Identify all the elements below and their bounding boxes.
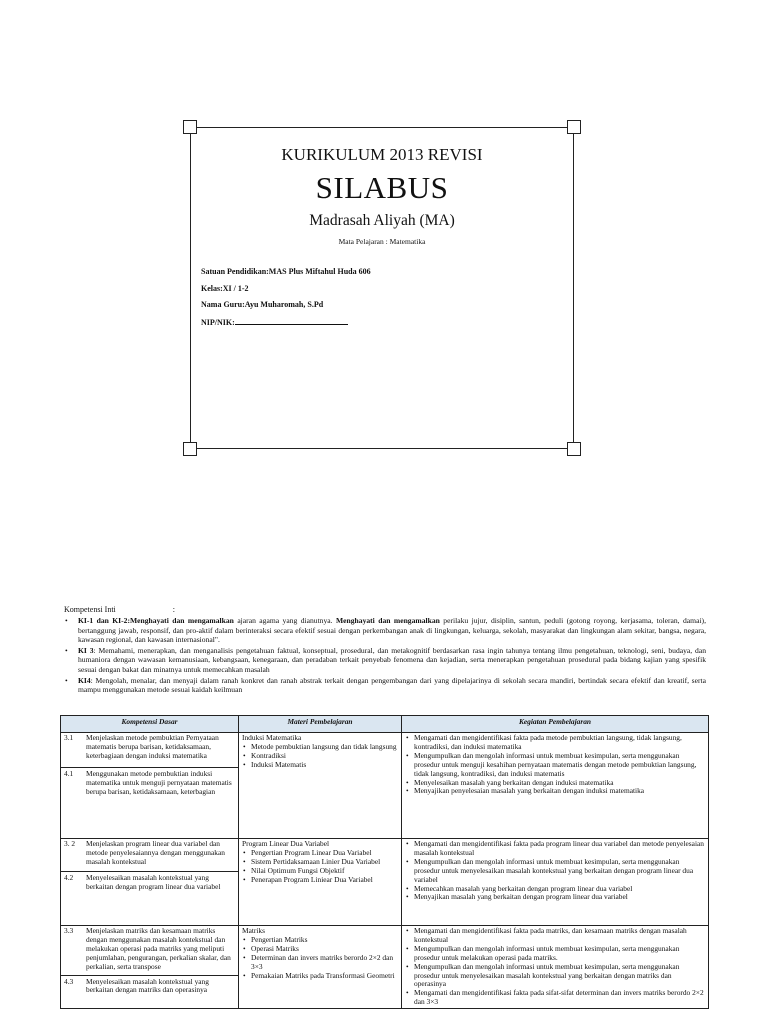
ki-lead-verb: Menghayati dan mengamalkan xyxy=(130,616,234,625)
kegiatan-item-text: Mengamati dan mengidentifikasi fakta pada sifat-sifat determinan dan invers matriks berordo 2×2 dan 3×3 xyxy=(414,988,704,1007)
kd-number: 3. 2 xyxy=(64,839,76,848)
ki-heading-colon: : xyxy=(172,605,176,614)
ki-heading-text: Kompetensi Inti xyxy=(64,605,116,614)
materi-item-text: Pengertian Program Linear Dua Variabel xyxy=(251,847,372,857)
kd-item xyxy=(64,770,235,797)
kd-divider xyxy=(61,871,238,892)
nip-line xyxy=(201,317,348,327)
kd-text: Menjelaskan matriks dan kesamaan matriks dengan menggunakan masalah kontekstual dan melakukan operasi pada matriks yang meliputi penjumlahan, pengurangan, perkalian skalar, dan perkalian, serta transpose xyxy=(86,926,231,971)
bullet-icon: • xyxy=(406,733,409,742)
list-item xyxy=(242,761,398,770)
ki-item xyxy=(64,646,706,675)
kegiatan-item-text: Mengumpulkan dan mengolah informasi untuk membuat kesimpulan, serta menggunakan prosedur untuk melakukan operasi pada matriks. xyxy=(414,943,680,962)
bullet-icon: • xyxy=(406,839,409,848)
kd-text: Menyelesaikan masalah kontekstual yang berkaitan dengan program linear dua variabel xyxy=(86,872,221,891)
materi-item-text: Nilai Optimum Fungsi Objektif xyxy=(251,865,345,875)
ki-item xyxy=(64,616,706,645)
list-item xyxy=(405,858,705,885)
kd-item xyxy=(64,734,235,761)
bullet-icon: • xyxy=(406,943,409,953)
kegiatan-item-text: Memecahkan masalah yang berkaitan dengan program linear dua variabel xyxy=(414,883,633,893)
frame-corner-top-right xyxy=(567,120,581,134)
kd-item xyxy=(64,978,235,996)
table-row xyxy=(61,839,709,926)
bullet-icon: • xyxy=(406,786,409,796)
materi-cell xyxy=(239,733,402,839)
bullet-icon: • xyxy=(243,759,246,769)
bullet-icon: • xyxy=(406,961,409,971)
materi-item-text: Operasi Matriks xyxy=(251,943,299,953)
header-materi: Materi Pembelajaran xyxy=(239,716,402,733)
bullet-icon: • xyxy=(243,952,246,962)
school-level: Madrasah Aliyah (MA) xyxy=(309,212,455,229)
kegiatan-item-text: Mengamati dan mengidentifikasi fakta pada program linear dua variabel dan metode penyelesaian masalah kontekstual xyxy=(414,839,704,857)
table-row xyxy=(61,926,709,1009)
kegiatan-item-text: Menyelesaikan masalah yang berkaitan dengan induksi matematika xyxy=(414,777,614,787)
bullet-icon: • xyxy=(406,777,409,787)
list-item xyxy=(405,893,705,902)
frame-corner-bottom-right xyxy=(567,442,581,456)
bullet-icon: • xyxy=(243,750,246,760)
list-item xyxy=(242,972,398,981)
table-row xyxy=(61,733,709,839)
kegiatan-item-text: Mengumpulkan dan mengolah informasi untuk membuat kesimpulan, serta menggunakan prosedur untuk menyelesaikan masalah kontekstual yang berkaitan dengan matriks dan operasinya xyxy=(414,961,680,989)
list-item xyxy=(405,989,705,1007)
bullet-icon: • xyxy=(65,675,68,685)
kegiatan-item-text: Menyajikan penyelesaian masalah yang berkaitan dengan induksi matematika xyxy=(414,786,645,796)
school-name: Satuan Pendidikan:MAS Plus Miftahul Huda 606 xyxy=(201,267,371,276)
nip-label: NIP/NIK: xyxy=(201,318,235,327)
list-item xyxy=(405,840,705,858)
list-item xyxy=(405,752,705,779)
bullet-icon: • xyxy=(406,926,409,935)
bullet-icon: • xyxy=(406,750,409,760)
teacher-name: Nama Guru:Ayu Muharomah, S.Pd xyxy=(201,300,324,309)
kd-number: 3.3 xyxy=(64,926,74,935)
core-competency-list xyxy=(64,616,706,696)
kegiatan-item-text: Menyajikan masalah yang berkaitan dengan program linear dua variabel xyxy=(414,892,628,902)
kd-item xyxy=(64,927,235,972)
bullet-icon: • xyxy=(406,883,409,893)
core-competency-heading xyxy=(64,605,175,614)
bullet-icon: • xyxy=(65,616,68,625)
list-item xyxy=(405,945,705,963)
materi-title: Program Linear Dua Variabel xyxy=(242,839,330,848)
kegiatan-item-text: Mengumpulkan dan mengolah informasi untuk membuat kesimpulan, serta menggunakan prosedur untuk menguji kesahihan pernyataan matematis dengan metode pembuktian langsung, tidak langsung, kontradiksi, dan induksi matematis xyxy=(414,750,697,778)
kd-text: Menggunakan metode pembuktian induksi matematika untuk menguji pernyataan matematis berupa barisan, ketidaksamaan, keterbagian xyxy=(86,768,232,796)
bullet-icon: • xyxy=(243,970,246,980)
bullet-icon: • xyxy=(243,934,246,944)
subject-line: Mata Pelajaran : Matematika xyxy=(338,237,426,246)
kegiatan-item-text: Mengamati dan mengidentifikasi fakta pada matriks, dan kesamaan matriks dengan masalah kontekstual xyxy=(414,926,687,944)
bullet-icon: • xyxy=(65,645,68,655)
ki-item xyxy=(64,676,706,695)
kd-text: Menjelaskan program linear dua variabel dan metode penyelesaiannya dengan menggunakan masalah kontekstual xyxy=(86,839,225,866)
list-item xyxy=(242,876,398,885)
bullet-icon: • xyxy=(243,865,246,875)
class-info: Kelas:XI / 1-2 xyxy=(201,284,249,293)
materi-item-text: Determinan dan invers matriks berordo 2×2 dan 3×3 xyxy=(251,952,394,971)
table-header-row xyxy=(61,716,709,733)
list-item xyxy=(405,927,705,945)
kegiatan-cell xyxy=(402,926,709,1009)
kegiatan-item-text: Mengumpulkan dan mengolah informasi untuk membuat kesimpulan, serta menggunakan prosedur untuk menyelesaikan masalah kontekstual yang berkaitan dengan program linear dua variabel xyxy=(414,856,694,884)
ki-lead-verb: Menghayati dan mengamalkan xyxy=(335,616,440,625)
frame-corner-top-left xyxy=(183,120,197,134)
ki-text: ajaran agama yang dianutnya. xyxy=(233,616,336,625)
kegiatan-item-text: Mengamati dan mengidentifikasi fakta pada metode pembuktian langsung, tidak langsung, kontradiksi, dan induksi matematika xyxy=(414,733,682,751)
materi-title: Induksi Matematika xyxy=(242,733,302,742)
ki-text: : Memahami, menerapkan, dan menganalisis pengetahuan faktual, konseptual, prosedural, dan metakognitif berdasarkan rasa ingin tahunya tentang ilmu pengetahuan, teknologi, seni, budaya, dan humaniora dengan wawasan kemanusiaan, kebangsaan, kenegaraan, dan peradaban terkait penyebab fenomena dan kejadian, serta menerapkan pengetahuan prosedural pada bidang kajian yang spesifik sesuai dengan bakat dan minatnya untuk memecahkan masalah xyxy=(78,645,706,674)
list-item xyxy=(405,963,705,990)
ki-text: perilaku jujur, disiplin, santun, peduli (gotong royong, kerjasama, toleran, damai), bertanggung jawab, responsif, dan pro-aktif dalam berinteraksi secara efektif sesuai dengan perkembangan anak di lingkungan, keluarga, sekolah, masyarakat dan lingkungan alam sekitar, bangsa, negara, kawasan regional, dan kawasan internasional". xyxy=(78,616,706,645)
list-item xyxy=(242,954,398,972)
kd-text: Menjelaskan metode pembuktian Pernyataan matematis berupa barisan, ketidaksamaan, keterbagiaan dengan induksi matematika xyxy=(86,733,219,760)
bullet-icon: • xyxy=(406,856,409,866)
syllabus-title: SILABUS xyxy=(315,170,449,205)
ki-lead: KI 3 xyxy=(78,645,94,655)
kd-number: 4.2 xyxy=(64,872,74,882)
header-kegiatan: Kegiatan Pembelajaran xyxy=(402,716,709,733)
ki-lead: KI4 xyxy=(78,675,91,685)
syllabus-table xyxy=(60,715,709,1009)
nip-blank xyxy=(235,317,348,325)
materi-cell xyxy=(239,926,402,1009)
kd-item xyxy=(64,874,235,892)
header-kompetensi-dasar: Kompetensi Dasar xyxy=(61,716,239,733)
kd-divider xyxy=(61,767,238,797)
materi-item-text: Sistem Pertidaksamaan Linier Dua Variabel xyxy=(251,856,381,866)
materi-item-text: Pemakaian Matriks pada Transformasi Geometri xyxy=(251,970,395,980)
materi-item-text: Kontradiksi xyxy=(251,750,286,760)
kd-cell xyxy=(61,733,239,839)
kd-cell xyxy=(61,926,239,1009)
bullet-icon: • xyxy=(243,943,246,953)
kegiatan-cell xyxy=(402,733,709,839)
ki-text: : Mengolah, menalar, dan menyaji dalam ranah konkret dan ranah abstrak terkait dengan pengembangan dari yang dipelajarinya di sekolah secara mandiri, bertindak secara efektif dan kreatif, serta mampu menggunakan metode sesuai kaidah keilmuan xyxy=(78,675,706,695)
materi-cell xyxy=(239,839,402,926)
list-item xyxy=(405,787,705,796)
materi-item-text: Pengertian Matriks xyxy=(251,934,308,944)
kd-number: 3.1 xyxy=(64,733,74,742)
kd-cell xyxy=(61,839,239,926)
bullet-icon: • xyxy=(243,856,246,866)
ki-lead: KI-1 dan KI-2: xyxy=(78,616,130,625)
materi-item-text: Metode pembuktian langsung dan tidak langsung xyxy=(251,741,397,751)
kd-item xyxy=(64,840,235,867)
kd-divider xyxy=(61,975,238,996)
materi-item-text: Penerapan Program Liniear Dua Variabel xyxy=(251,874,373,884)
kd-text: Menyelesaikan masalah kontekstual yang berkaitan dengan matriks dan operasinya xyxy=(86,976,209,995)
kd-number: 4.1 xyxy=(64,768,74,778)
list-item xyxy=(405,734,705,752)
bullet-icon: • xyxy=(243,847,246,857)
curriculum-title: KURIKULUM 2013 REVISI xyxy=(281,145,483,164)
materi-title: Matriks xyxy=(242,926,265,935)
kd-number: 4.3 xyxy=(64,976,74,986)
materi-item-text: Induksi Matematis xyxy=(251,759,307,769)
bullet-icon: • xyxy=(243,741,246,751)
frame-corner-bottom-left xyxy=(183,442,197,456)
bullet-icon: • xyxy=(406,892,409,902)
bullet-icon: • xyxy=(243,874,246,884)
kegiatan-cell xyxy=(402,839,709,926)
bullet-icon: • xyxy=(406,988,409,998)
